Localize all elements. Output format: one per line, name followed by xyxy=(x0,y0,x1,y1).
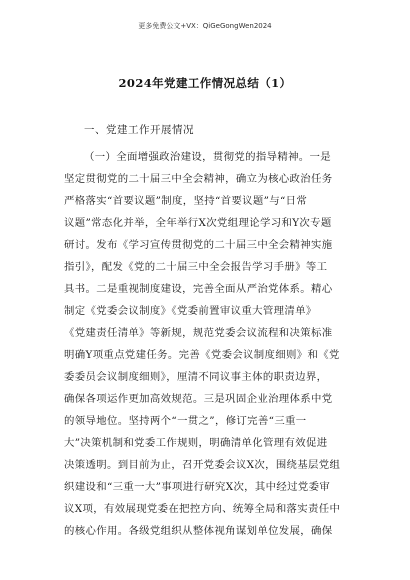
header-note: 更多免费公文+VX：QiGeGongWen2024 xyxy=(138,22,272,30)
paragraph-line: 具书。二是重视制度建设，完善全面从严治党体系。精心 xyxy=(64,283,333,295)
paragraph-line: 制定《党委会议制度》《党委前置审议重大管理清单》 xyxy=(64,305,317,317)
document-title: 2024年党建工作情况总结（1） xyxy=(118,76,292,90)
paragraph-line: 的核心作用。各级党组织从整体视角谋划单位发展，确保 xyxy=(64,525,333,537)
body-paragraph xyxy=(64,146,354,542)
paragraph-line: 的领导地位。坚持两个“一贯之”，修订完善“三重一 xyxy=(64,415,307,427)
paragraph-line: 大”决策机制和党委工作规则，明确清单化管理有效促进 xyxy=(64,437,328,449)
paragraph-line: 决策透明。到目前为止，召开党委会议X次，围绕基层党组 xyxy=(64,459,341,471)
paragraph-line: 研讨。发布《学习宣传贯彻党的二十届三中全会精神实施 xyxy=(64,239,333,251)
paragraph-line: 指引》，配发《党的二十届三中全会报告学习手册》等工 xyxy=(64,261,328,273)
paragraph-line: 严格落实“首要议题”制度，坚持“首要议题”与“日常 xyxy=(64,195,308,207)
paragraph-line: 织建设和“三重一大”事项进行研究X次，其中经过党委审 xyxy=(64,481,331,493)
paragraph-line: 《党建责任清单》等新规，规范党委会议流程和决策标准 xyxy=(64,327,333,339)
section-heading: 一、党建工作开展情况 xyxy=(84,124,194,136)
paragraph-line: 委委员会议制度细则》，厘清不同议事主体的职责边界， xyxy=(64,371,328,383)
paragraph-line: 坚定贯彻党的二十届三中全会精神，确立为核心政治任务 xyxy=(64,173,333,185)
paragraph-line: （一）全面增强政治建设，贯彻党的指导精神。一是 xyxy=(84,151,332,163)
paragraph-line: 明确Y项重点党建任务。完善《党委会议制度细则》和《党 xyxy=(64,349,340,361)
paragraph-line: 议题”常态化并举，全年举行X次党组理论学习和Y次专题 xyxy=(64,217,332,229)
paragraph-line: 确保各项运作更加高效规范。三是巩固企业治理体系中党 xyxy=(64,393,333,405)
paragraph-line: 议X项，有效展现党委在把控方向、统筹全局和落实责任中 xyxy=(64,503,341,515)
